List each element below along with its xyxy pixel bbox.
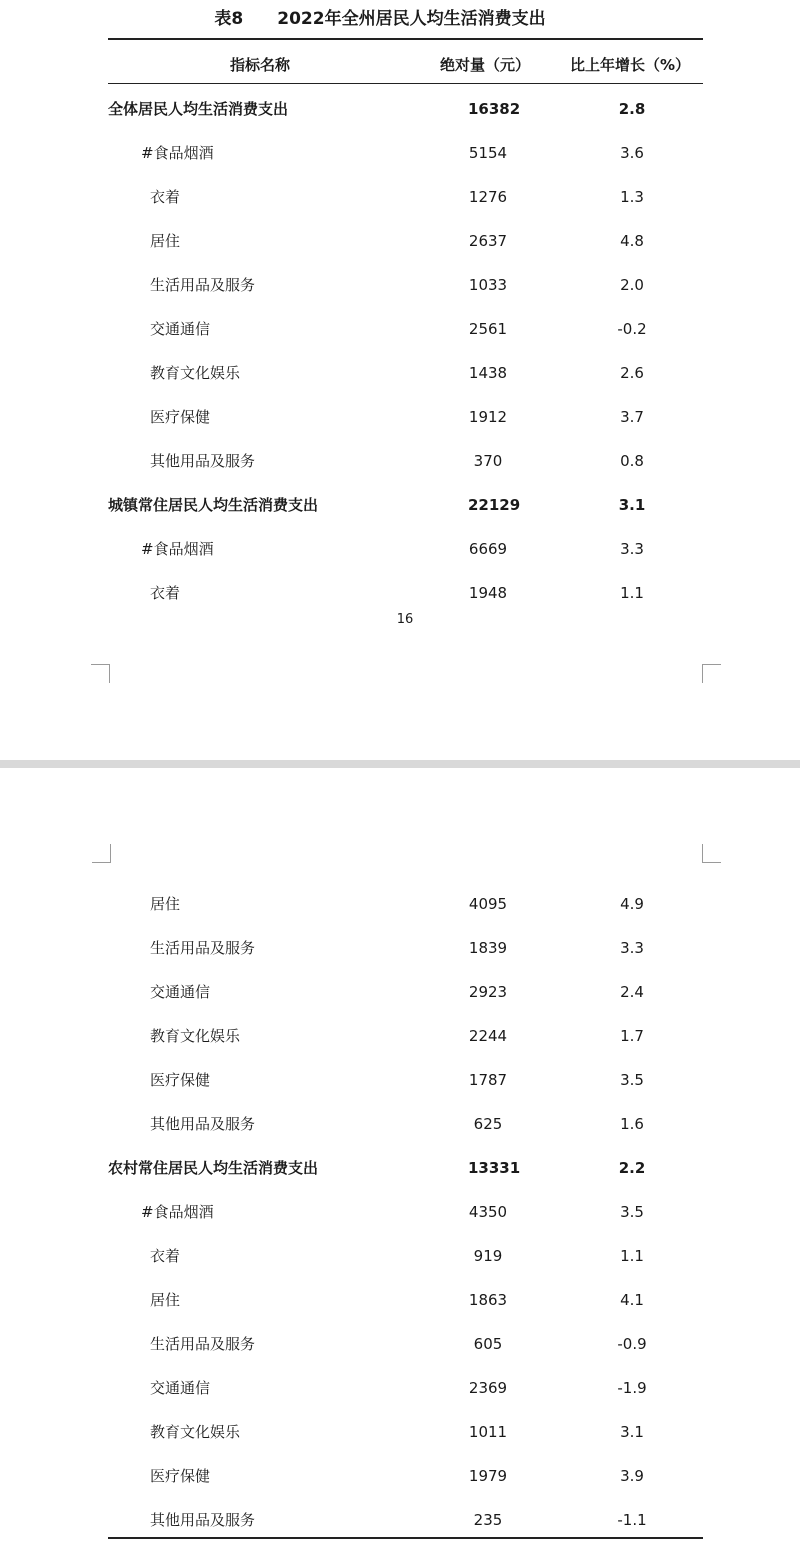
row-absolute-value: 1438	[468, 364, 508, 382]
row-growth-rate: 1.1	[620, 1247, 644, 1265]
row-absolute-value: 2244	[468, 1027, 508, 1045]
row-indicator-name: 衣着	[150, 188, 181, 206]
row-growth-rate: 3.1	[620, 1423, 644, 1441]
row-indicator-name: 医疗保健	[150, 408, 211, 426]
row-absolute-value: 1839	[468, 939, 508, 957]
page-number: 16	[396, 612, 414, 627]
row-growth-rate: 3.6	[620, 144, 644, 162]
row-indicator-name: 教育文化娱乐	[150, 1027, 241, 1045]
row-absolute-value: 1863	[468, 1291, 508, 1309]
row-growth-rate: 1.6	[620, 1115, 644, 1133]
header-indicator-name: 指标名称	[230, 56, 291, 74]
row-indicator-name: #食品烟酒	[141, 540, 214, 558]
row-absolute-value: 2637	[468, 232, 508, 250]
row-indicator-name: 其他用品及服务	[150, 1511, 256, 1529]
page-separator	[0, 760, 800, 768]
row-growth-rate: 4.9	[620, 895, 644, 913]
row-growth-rate: 0.8	[620, 452, 644, 470]
row-absolute-value: 625	[473, 1115, 503, 1133]
page-corner-mark	[91, 664, 110, 683]
row-absolute-value: 919	[473, 1247, 503, 1265]
row-indicator-name: #食品烟酒	[141, 1203, 214, 1221]
row-indicator-name: #食品烟酒	[141, 144, 214, 162]
row-indicator-name: 其他用品及服务	[150, 1115, 256, 1133]
row-growth-rate: -0.9	[617, 1335, 647, 1353]
document-page-2	[0, 768, 800, 1546]
row-growth-rate: 3.5	[620, 1203, 644, 1221]
row-absolute-value: 1033	[468, 276, 508, 294]
row-growth-rate: 2.2	[618, 1159, 646, 1177]
row-indicator-name: 农村常住居民人均生活消费支出	[108, 1159, 319, 1177]
row-absolute-value: 1979	[468, 1467, 508, 1485]
document-page-1	[0, 0, 800, 760]
row-indicator-name: 衣着	[150, 1247, 181, 1265]
row-absolute-value: 13331	[468, 1159, 521, 1177]
row-growth-rate: 4.1	[620, 1291, 644, 1309]
table-top-rule	[108, 38, 703, 40]
row-absolute-value: 1011	[468, 1423, 508, 1441]
row-absolute-value: 1948	[468, 584, 508, 602]
page-corner-mark	[702, 844, 721, 863]
row-absolute-value: 16382	[468, 100, 521, 118]
row-indicator-name: 生活用品及服务	[150, 276, 256, 294]
row-indicator-name: 交通通信	[150, 320, 211, 338]
row-indicator-name: 城镇常住居民人均生活消费支出	[108, 496, 319, 514]
row-growth-rate: 3.3	[620, 540, 644, 558]
row-growth-rate: -1.1	[617, 1511, 647, 1529]
row-indicator-name: 教育文化娱乐	[150, 364, 241, 382]
row-growth-rate: 2.8	[618, 100, 646, 118]
row-growth-rate: 2.6	[620, 364, 644, 382]
row-growth-rate: 3.9	[620, 1467, 644, 1485]
row-absolute-value: 1787	[468, 1071, 508, 1089]
row-indicator-name: 衣着	[150, 584, 181, 602]
row-absolute-value: 4350	[468, 1203, 508, 1221]
row-indicator-name: 居住	[150, 232, 181, 250]
row-indicator-name: 居住	[150, 895, 181, 913]
row-absolute-value: 2561	[468, 320, 508, 338]
row-indicator-name: 居住	[150, 1291, 181, 1309]
row-growth-rate: 1.7	[620, 1027, 644, 1045]
header-bottom-rule	[108, 83, 703, 84]
row-growth-rate: 2.0	[620, 276, 644, 294]
row-indicator-name: 其他用品及服务	[150, 452, 256, 470]
row-growth-rate: 3.7	[620, 408, 644, 426]
row-absolute-value: 370	[473, 452, 503, 470]
row-absolute-value: 6669	[468, 540, 508, 558]
row-growth-rate: 1.1	[620, 584, 644, 602]
row-absolute-value: 1276	[468, 188, 508, 206]
row-growth-rate: 4.8	[620, 232, 644, 250]
table-bottom-rule	[108, 1537, 703, 1539]
row-absolute-value: 5154	[468, 144, 508, 162]
row-absolute-value: 2369	[468, 1379, 508, 1397]
row-indicator-name: 交通通信	[150, 1379, 211, 1397]
row-indicator-name: 全体居民人均生活消费支出	[108, 100, 289, 118]
row-absolute-value: 4095	[468, 895, 508, 913]
row-absolute-value: 605	[473, 1335, 503, 1353]
header-growth-rate: 比上年增长（%）	[570, 56, 691, 74]
row-indicator-name: 医疗保健	[150, 1467, 211, 1485]
row-absolute-value: 2923	[468, 983, 508, 1001]
row-growth-rate: -0.2	[617, 320, 647, 338]
row-indicator-name: 医疗保健	[150, 1071, 211, 1089]
page-corner-mark	[702, 664, 721, 683]
row-growth-rate: 3.1	[618, 496, 646, 514]
row-absolute-value: 22129	[468, 496, 521, 514]
row-growth-rate: 3.5	[620, 1071, 644, 1089]
row-indicator-name: 交通通信	[150, 983, 211, 1001]
row-indicator-name: 生活用品及服务	[150, 939, 256, 957]
row-growth-rate: 2.4	[620, 983, 644, 1001]
row-growth-rate: 1.3	[620, 188, 644, 206]
row-absolute-value: 1912	[468, 408, 508, 426]
row-indicator-name: 教育文化娱乐	[150, 1423, 241, 1441]
header-absolute-value: 绝对量（元）	[440, 56, 531, 74]
page-corner-mark	[92, 844, 111, 863]
row-indicator-name: 生活用品及服务	[150, 1335, 256, 1353]
row-absolute-value: 235	[473, 1511, 503, 1529]
row-growth-rate: -1.9	[617, 1379, 647, 1397]
row-growth-rate: 3.3	[620, 939, 644, 957]
table-title: 表8 2022年全州居民人均生活消费支出	[214, 9, 546, 29]
